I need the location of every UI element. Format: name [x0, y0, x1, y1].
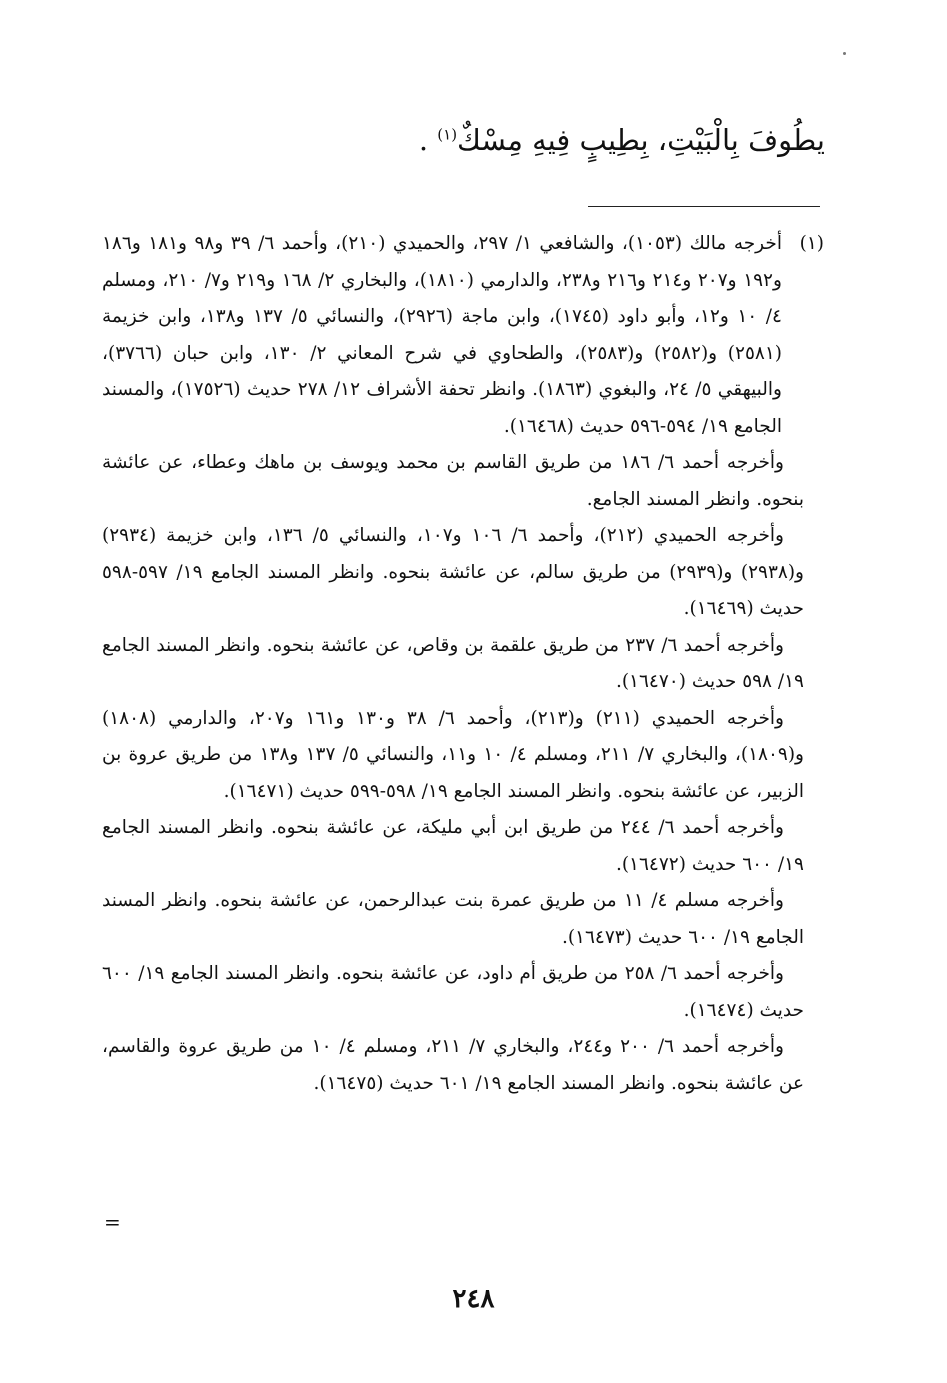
footnote-paragraph: وأخرجه أحمد ٦/ ٢٥٨ من طريق أم داود، عن عائشة بنحوه. وانظر المسند الجامع ١٩/ ٦٠٠ حديث (١٦٤٧٤).: [102, 963, 804, 1021]
footnote-paragraph: وأخرجه الحميدي (٢١١) و(٢١٣)، وأحمد ٦/ ٣٨ و١٣٠ و١٦١ و٢٠٧، والدارمي (١٨٠٨) و(١٨٠٩)، والبخاري ٧/ ٢١١، ومسلم ٤/ ١٠ و١١، والنسائي ٥/ ١٣٧ و١٣٨ من طريق عروة بن الزبير، عن عائشة بنحوه. وانظر المسند الجامع ١٩/ ٥٩٨-٥٩٩ حديث (١٦٤٧١).: [102, 707, 804, 802]
footnote-paragraph: وأخرجه أحمد ٦/ ٢٤٤ من طريق ابن أبي مليكة، عن عائشة بنحوه. وانظر المسند الجامع ١٩/ ٦٠٠ حديث (١٦٤٧٢).: [102, 817, 804, 875]
footnotes: [102, 226, 824, 1102]
footnote-paragraph: وأخرجه الحميدي (٢١٢)، وأحمد ٦/ ١٠٦ و١٠٧، والنسائي ٥/ ١٣٦، وابن خزيمة (٢٩٣٤) و(٢٩٣٨) و(٢٩٣٩) من طريق سالم، عن عائشة بنحوه. وانظر المسند الجامع ١٩/ ٥٩٧-٥٩٨ حديث (١٦٤٦٩).: [102, 525, 804, 619]
footnote-1-text: أخرجه مالك (١٠٥٣)، والشافعي ١/ ٢٩٧، والحميدي (٢١٠)، وأحمد ٦/ ٣٩ و٩٨ و١٨١ و١٨٦ و١٩٢ و٢٠٧ و٢١٤ و٢١٦ و٢٣٨، والدارمي (١٨١٠)، والبخاري ٢/ ١٦٨ و٢١٩ و٧/ ٢١٠، ومسلم ٤/ ١٠ و١٢، وأبو داود (١٧٤٥)، وابن ماجة (٢٩٢٦)، والنسائي ٥/ ١٣٧ و١٣٨، وابن خزيمة (٢٥٨١) و(٢٥٨٢) و(٢٥٨٣)، والطحاوي في شرح المعاني ٢/ ١٣٠، وابن حبان (٣٧٦٦)، والبيهقي ٥/ ٢٤، والبغوي (١٨٦٣). وانظر تحفة الأشراف ١٢/ ٢٧٨ حديث (١٧٥٢٦)، والمسند الجامع ١٩/ ٥٩٤-٥٩٦ حديث (١٦٤٦٨).: [102, 233, 782, 437]
footnote-separator: [588, 206, 820, 207]
footnote-paragraph: وأخرجه أحمد ٦/ ٢٣٧ من طريق علقمة بن وقاص، عن عائشة بنحوه. وانظر المسند الجامع ١٩/ ٥٩٨ حديث (١٦٤٧٠).: [102, 634, 804, 692]
footnote-paragraph: وأخرجه مسلم ٤/ ١١ من طريق عمرة بنت عبدالرحمن، عن عائشة بنحوه. وانظر المسند الجامع ١٩/ ٦٠٠ حديث (١٦٤٧٣).: [102, 890, 804, 948]
footnote-reference[interactable]: (١): [437, 125, 458, 144]
footnote-paragraph: وأخرجه أحمد ٦/ ١٨٦ من طريق القاسم بن محمد ويوسف بن ماهك وعطاء، عن عائشة بنحوه. وانظر المسند الجامع.: [102, 452, 804, 510]
main-text-end: .: [418, 123, 438, 157]
footnote-marker: (١): [799, 233, 824, 254]
footnote-1: [102, 226, 824, 445]
main-text-line: يطُوفَ بِالْبَيْتِ، بِطِيبٍ فِيهِ مِسْكٌ: [457, 123, 825, 157]
page-number: ٢٤٨: [452, 1284, 495, 1314]
scan-speck: [843, 52, 846, 55]
footnote-paragraph: وأخرجه أحمد ٦/ ٢٠٠ و٢٤٤، والبخاري ٧/ ٢١١، ومسلم ٤/ ١٠ من طريق عروة والقاسم، عن عائشة بنحوه. وانظر المسند الجامع ١٩/ ٦٠١ حديث (١٦٤٧٥).: [102, 1036, 804, 1094]
main-text: [105, 118, 825, 162]
continuation-mark: =: [104, 1210, 121, 1234]
